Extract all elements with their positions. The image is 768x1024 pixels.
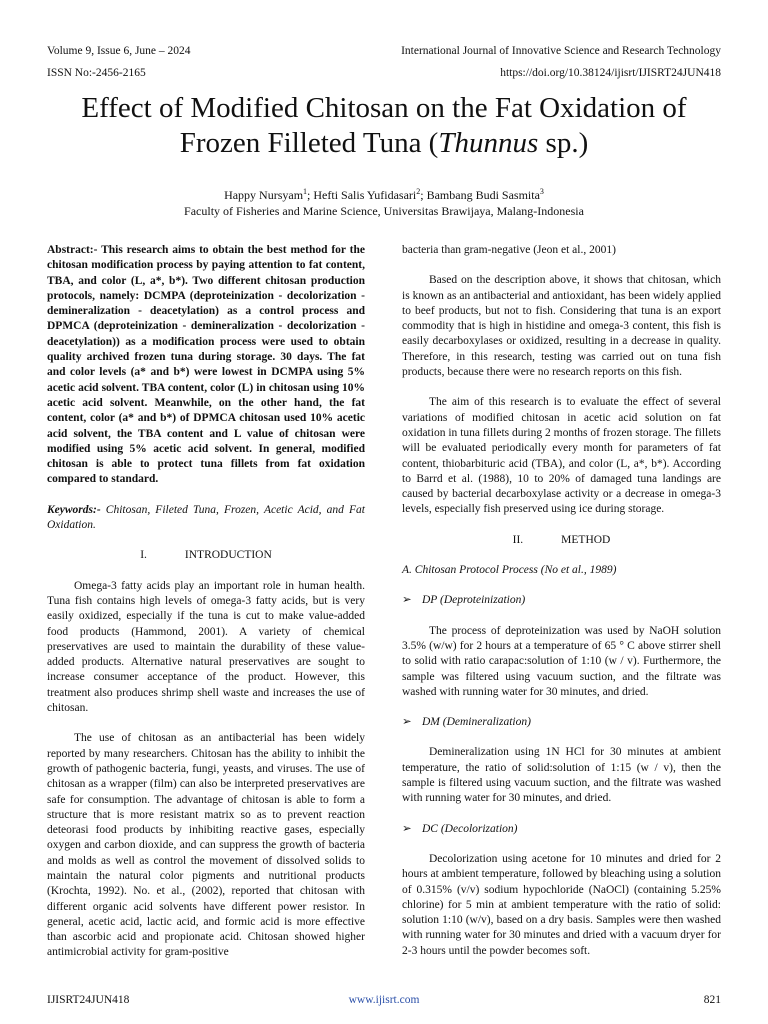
intro-paragraph-3: Based on the description above, it shows that chitosan, which is known as an antibacterial and antioxidant, has been widely applied to beef products, but not to fish. Considering that tuna is an export commodity that is high in histidine and omega-3 content, this fish is easily decarboxylases or oxidized, resulting in a decrease in quality. Therefore, in this research, testing was carried out on tuna fish products, because there were no research reports on this fish. [402,274,721,379]
page-number: 821 [703,994,721,1006]
author-list [0,187,768,203]
journal-name: International Journal of Innovative Science and Research Technology [401,45,721,57]
left-column [47,243,365,976]
author-2: ; Hefti Salis Yufidasari [307,188,417,202]
abstract: Abstract:- This research aims to obtain the best method for the chitosan modification process by paying attention to fat content, TBA, and color (L, a*, b*). Two different chitosan production protocols, namely: DCMPA (deproteinization - decolorization - demineralization - deacetylation) as a control process and DPMCA (deproteinization - demineralization - decolorization - deacetylation)) as a modification process were used to obtain quality archived frozen tuna during storage. 30 days. The fat and color levels (a* and b*) were lowest in DCMPA using 5% acetic acid solvent. TBA content, color (L) in chitosan using 10% acetic acid solvent. Meanwhile, on the other hand, the fat content, color (a* and b*) of DPMCA chitosan used 10% acetic acid solvent, the TBA content and L value of chitosan were modified using 5% acetic acid solvent. In general, modified chitosan is able to protect tuna fillets from fat oxidation compared to standard. [47,244,365,486]
dp-heading [402,593,721,608]
volume-info: Volume 9, Issue 6, June – 2024 [47,45,191,57]
dp-paragraph: The process of deproteinization was used by NaOH solution 3.5% (w/w) for 2 hours at a temperature of 65 ° C above stirrer shell to solid with ratio carapac:solution of 1:10 (w / v). Furthermore, the sample was filtered using vacuum suction, and the filtrate was washed with running water for 30 minutes, and dried. [402,624,721,698]
author-1-sup: 1 [303,187,308,196]
footer-paper-code: IJISRT24JUN418 [47,994,130,1006]
intro-paragraph-2: The use of chitosan as an antibacterial has been widely reported by many researchers. Chitosan has the ability to inhibit the growth of pathogenic bacteria, fungi, yeasts, and viruses. The use of chitosan as a wrapper (film) can also be interpreted preservatives are safe for consumption. The advantage of chitosan is able to form a structure that is more resistant matrix so as to prevent reaction deteorasi food products by inhibiting reactive gases, especially oxygen and carbon dioxide, and can suppress the growth of bacteria and molds as well as control the movement of dissolved solids to maintain the natural color pigments and nutritional products (Krochta, 1992). No. et al., (2002), reported that chitosan with different organic acid solvents have different power resistor. In general, acetic acid, lactic acid, and formic acid is more effective than ascorbic acid and propionate acid. Chitosan showed higher antimicrobial activity for gram-positive [47,732,365,959]
section-title: INTRODUCTION [184,549,272,562]
dc-heading-text: DC (Decolorization) [422,822,518,835]
subsection-a-heading: A. Chitosan Protocol Process (No et al., 1989) [402,564,617,577]
keywords-label: Keywords:- [47,503,106,516]
section-number: II. [512,533,524,546]
doi-link[interactable]: https://doi.org/10.38124/ijisrt/IJISRT24JUN418 [500,67,721,79]
title-genus: Thunnus [438,127,539,159]
dm-paragraph: Demineralization using 1N HCl for 30 minutes at ambient temperature, the ratio of solid:solution of 1:15 (w / v), then the sample is filtered using vacuum suction, and the filtrate was washed with running water for 30 minutes, and dried. [402,746,721,805]
section-title: METHOD [561,533,611,546]
dm-heading-text: DM (Demineralization) [422,716,531,729]
section-heading-introduction [47,548,365,563]
intro-paragraph-1: Omega-3 fatty acids play an important role in human health. Tuna fish contains high levels of omega-3 fatty acids, but is very easily oxidized, especially if the tuna is cut to make value-added food products (Hammond, 2001). A variety of chemical preservatives are used to maintain the durability of these value-added products. Alternative natural preservatives are sought to increase consumer acceptance of the product. However, this treatment also produces shrimp shell waste and increases the use of chitosan. [47,579,365,715]
arrow-bullet-icon: ➢ [402,822,412,835]
intro-paragraph-4: The aim of this research is to evaluate the effect of several variations of modified chitosan in acetic acid solution on fat oxidation in tuna fillets during 2 months of frozen storage. The fillets will be evaluated periodically every month for parameters of fat content, thiobarbituric acid (TBA), and color (L, a*, b*). According to Barrd et al. (1988), 10 to 20% of damaged tuna landings are caused by bacterial decarboxylase activity or a decrease in omega-3 levels, especially fish preserved using ice during storage. [402,396,721,516]
arrow-bullet-icon: ➢ [402,594,412,607]
title-line-1: Effect of Modified Chitosan on the Fat Oxidation of [81,92,687,124]
arrow-bullet-icon: ➢ [402,716,412,729]
issn: ISSN No:-2456-2165 [47,67,146,79]
keywords-text: Chitosan, Fileted Tuna, Frozen, Acetic Acid, and Fat Oxidation. [47,503,365,532]
paper-title [20,91,748,161]
author-2-sup: 2 [416,187,421,196]
title-line-2-pre: Frozen Filleted Tuna ( [179,127,439,159]
section-number: I. [140,549,147,562]
affiliation: Faculty of Fisheries and Marine Science, Universitas Brawijaya, Malang-Indonesia [184,204,584,218]
dc-paragraph: Decolorization using acetone for 10 minutes and dried for 2 hours at ambient temperature, followed by bleaching using a solution of 0.315% (v/v) sodium hypochloride (NaOCl) (containing 5.25% chlorine) for 5 min at ambient temperature with the ratio of solid: solution 1:10 (w/v), based on a dry basis. Samples were then washed with running water for 30 minutes and dried with a vacuum dryer for 2-3 hours until the powder becomes soft. [402,852,721,957]
footer-website-link[interactable]: www.ijisrt.com [348,994,420,1006]
title-line-2-post: sp.) [538,127,589,159]
dc-heading [402,822,721,837]
author-1: Happy Nursyam [224,188,304,202]
keywords [47,503,365,534]
author-3-sup: 3 [539,187,544,196]
intro-paragraph-2-continued: bacteria than gram-negative (Jeon et al., 2001) [402,244,616,256]
dm-heading [402,715,721,730]
author-3: ; Bambang Budi Sasmita [420,188,540,202]
dp-heading-text: DP (Deproteinization) [422,594,526,607]
right-column [402,243,721,974]
section-heading-method [402,533,721,548]
